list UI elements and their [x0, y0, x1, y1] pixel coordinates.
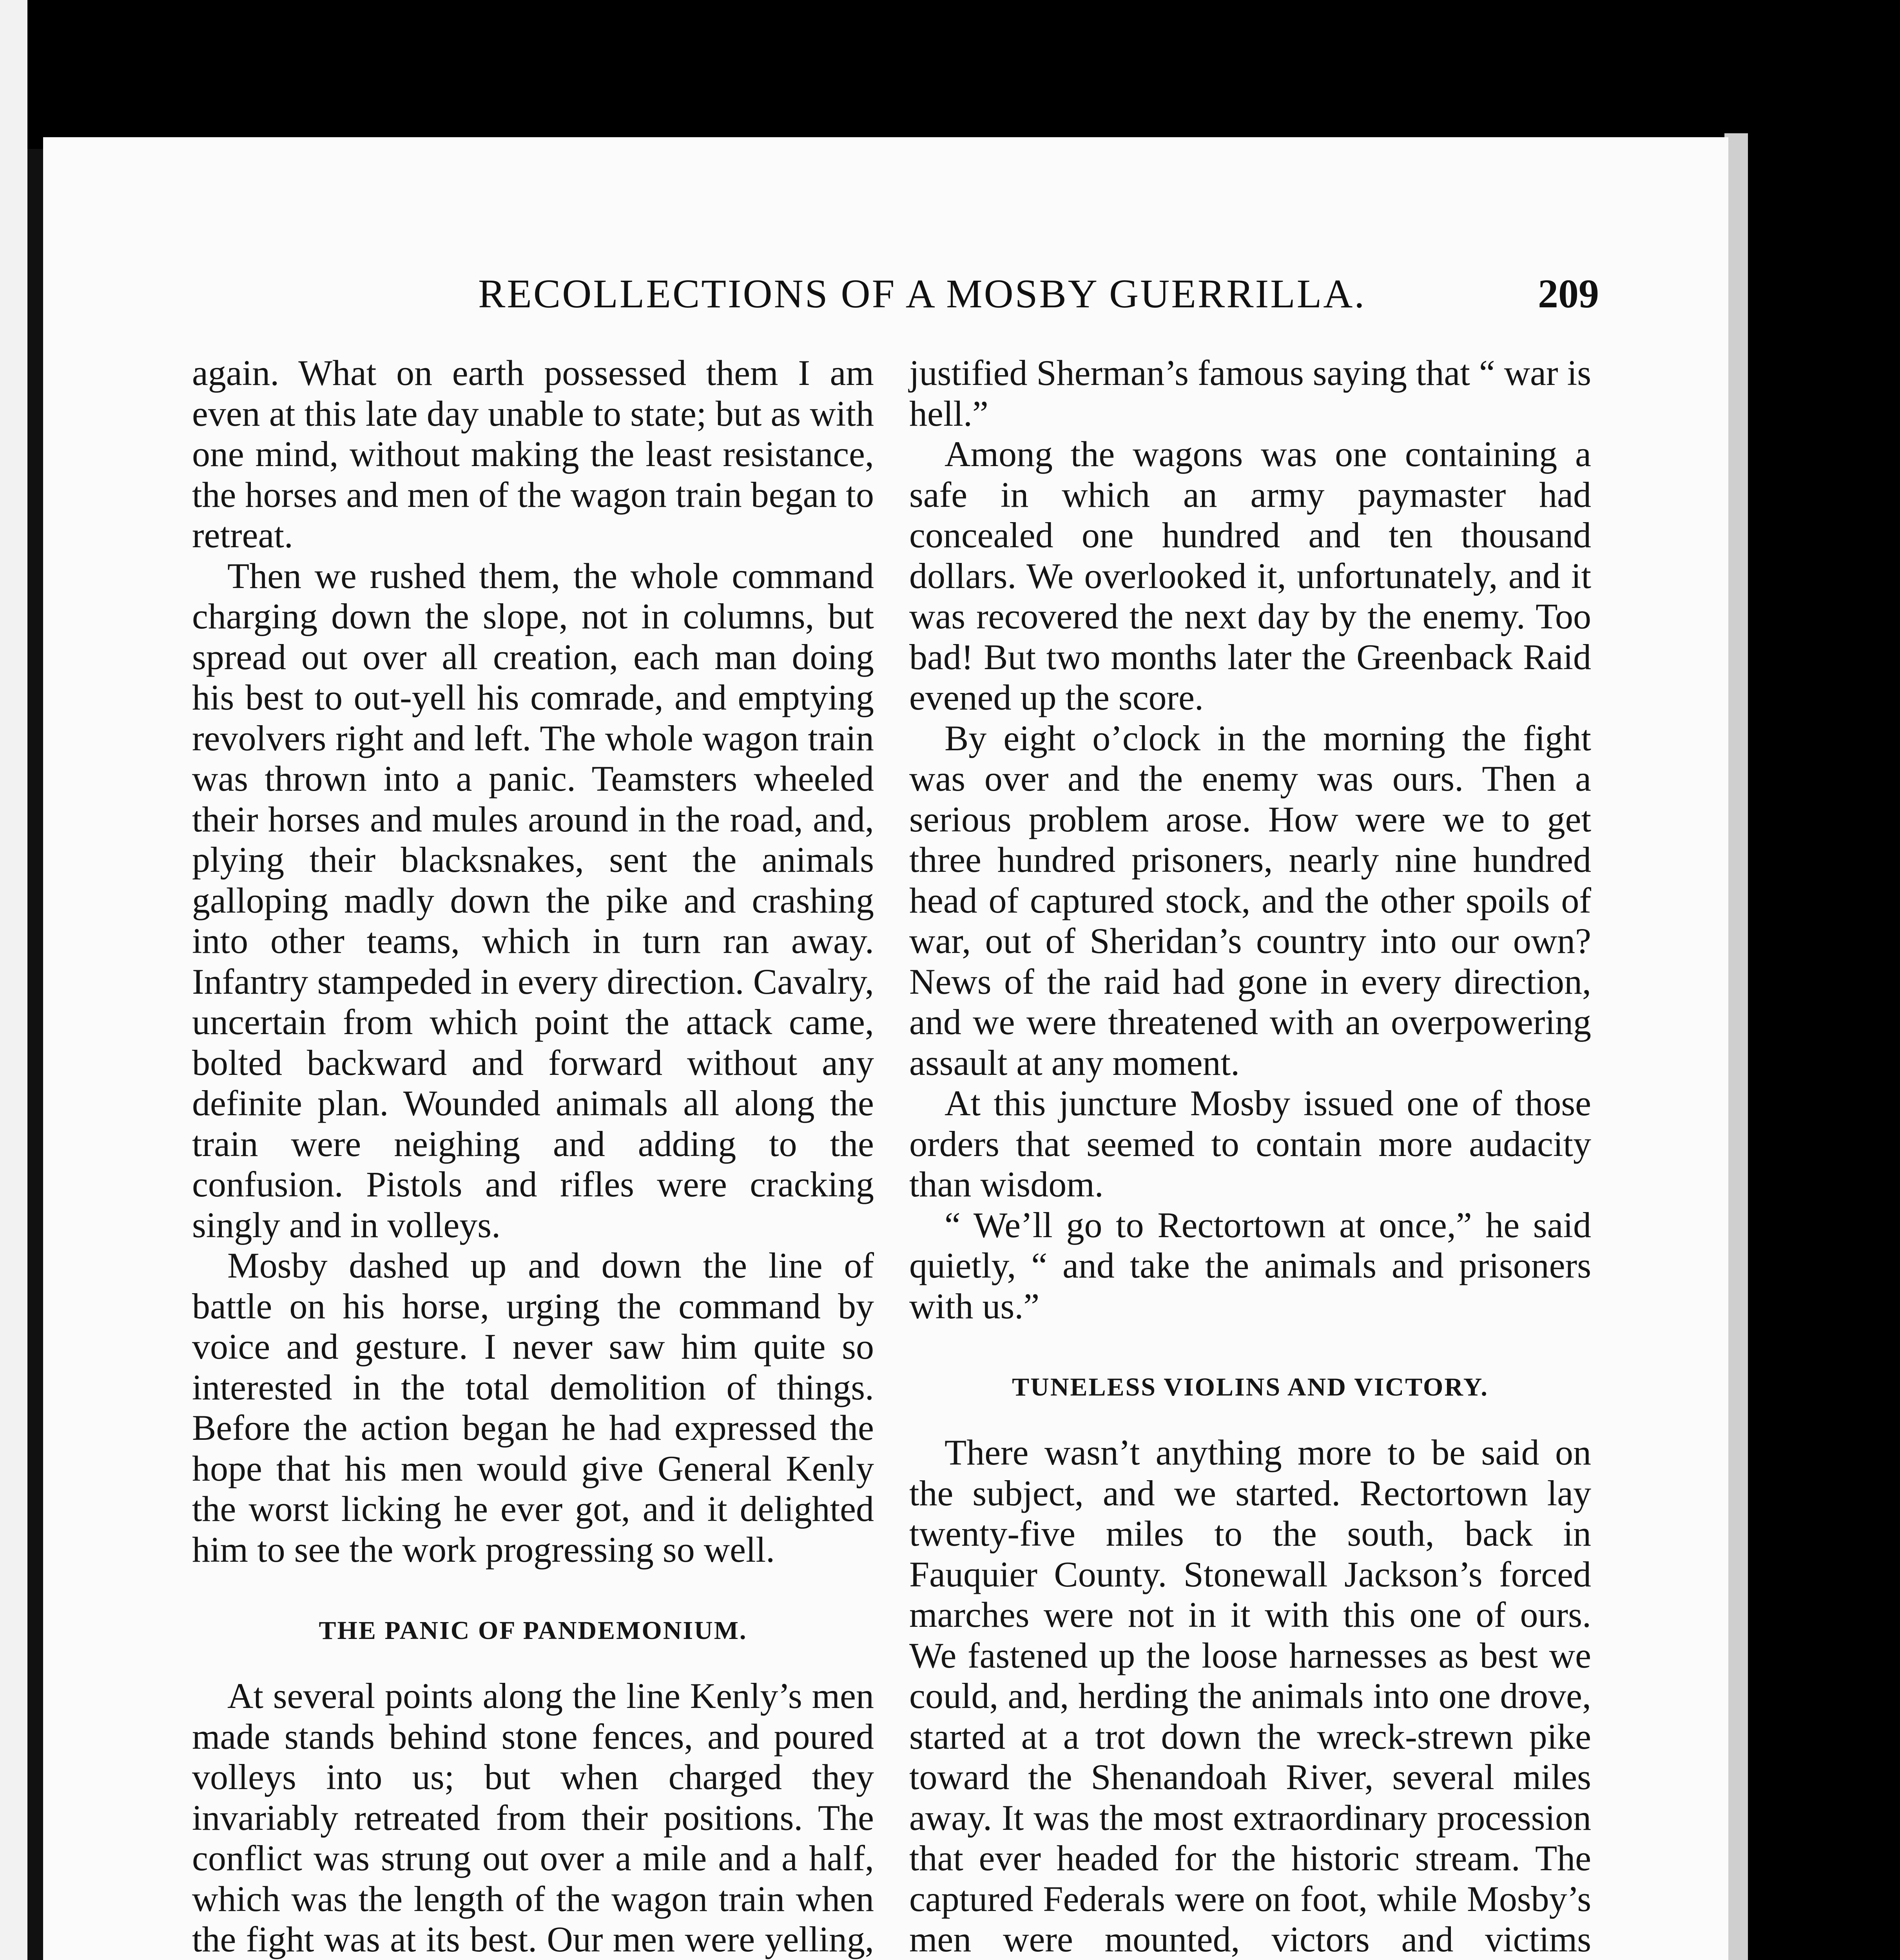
page-number: 209: [1538, 271, 1599, 316]
page-header: [149, 270, 1599, 325]
running-title: RECOLLECTIONS OF A MOSBY GUERRILLA.: [478, 271, 1366, 316]
section-heading: TUNELESS VIOLINS AND VICTORY.: [1012, 1373, 1488, 1401]
paragraph: By eight o’clock in the morning the fight was over and the enemy was ours. Then a serious problem arose. How were we to get three hundred prisoners, nearly nine hundred head of captured stock, and the other spoils of war, out of Sheridan’s country into our own? News of the raid had gone in every direction, and we were threatened with an overpowering assault at any moment.: [909, 718, 1591, 1083]
paragraph: again. What on earth possessed them I am even at this late day unable to state; but as with one mind, without making the least resistance, the horses and men of the wagon train began to retreat.: [192, 353, 874, 555]
paragraph: “ We’ll go to Rectortown at once,” he said quietly, “ and take the animals and prisoners with us.”: [909, 1205, 1591, 1326]
paragraph: Mosby dashed up and down the line of battle on his horse, urging the command by voice and gesture. I never saw him quite so interested in the total demolition of things. Before the action began he had expressed the hope that his men would give General Kenly the worst licking he ever got, and it delighted him to see the work progressing so well.: [192, 1245, 874, 1570]
paragraph: Then we rushed them, the whole command charging down the slope, not in columns, but spread out over all creation, each man doing his best to out-yell his comrade, and emptying revolvers right and left. The whole wagon train was thrown into a panic. Teamsters wheeled their horses and mules around in the road, and, plying their blacksnakes, sent the animals galloping madly down the pike and crashing into other teams, which in turn ran away. Infantry stampeded in every direction. Cavalry, uncertain from which point the attack came, bolted backward and forward without any definite plan. Wounded animals all along the train were neighing and adding to the confusion. Pistols and rifles were cracking singly and in volleys.: [192, 555, 874, 1245]
right-column: [909, 353, 1591, 1960]
section-heading: THE PANIC OF PANDEMONIUM.: [319, 1616, 747, 1645]
paragraph: justified Sherman’s famous saying that “ war is hell.”: [909, 353, 1592, 434]
page-edge-shadow: [27, 149, 43, 1960]
left-margin-strip: [0, 0, 27, 1960]
left-column: [192, 353, 874, 1960]
paragraph: Among the wagons was one containing a safe in which an army paymaster had concealed one hundred and ten thousand dollars. We overlooked it, unfortunately, and it was recovered the next day by the enemy. Too bad! But two months later the Greenback Raid evened up the score.: [909, 434, 1591, 717]
paragraph: At this juncture Mosby issued one of those orders that seemed to contain more audacity than wisdom.: [909, 1083, 1591, 1204]
paragraph: There wasn’t anything more to be said on the subject, and we started. Rectortown lay twenty-five miles to the south, back in Fauquier County. Stonewall Jackson’s forced marches were not in it with this one of ours. We fastened up the loose harnesses as best we could, and, herding the animals into one drove, started at a trot down the wreck-strewn pike toward the Shenandoah River, several miles away. It was the most extraordinary procession that ever headed for the historic stream. The captured Federals were on foot, while Mosby’s men were mounted, victors and victims: [909, 1432, 1591, 1959]
paragraph: At several points along the line Kenly’s men made stands behind stone fences, and poured volleys into us; but when charged they invariably retreated from their positions. The conflict was strung out over a mile and a half, which was the length of the wagon train when the fight was at its best. Our men were yelling,: [192, 1676, 874, 1959]
